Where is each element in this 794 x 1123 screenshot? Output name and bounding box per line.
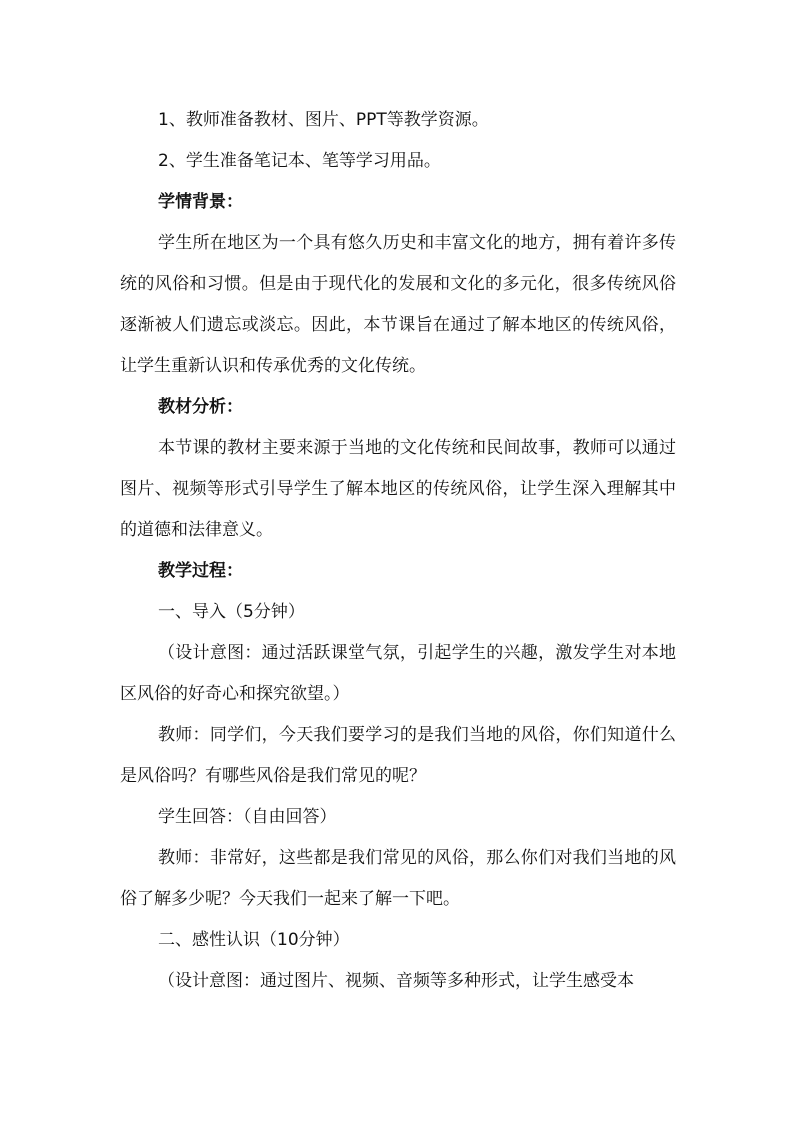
paragraph-textbook-analysis: 本节课的教材主要来源于当地的文化传统和民间故事，教师可以通过图片、视频等形式引导学生了解本地区的传统风俗，让学生深入理解其中的道德和法律意义。 (120, 438, 676, 540)
heading-student-background: 学情背景： (158, 192, 243, 212)
teacher-line-1: 教师：同学们，今天我们要学习的是我们当地的风俗，你们知道什么是风俗吗？有哪些风俗是我们常见的呢？ (120, 725, 676, 786)
document-body (120, 100, 676, 1002)
section-perceptual-title: 二、感性认识（10分钟） (158, 930, 350, 950)
heading-textbook-analysis: 教材分析： (158, 397, 243, 417)
prep-item-2: 2、学生准备笔记本、笔等学习用品。 (158, 151, 441, 171)
heading-teaching-process: 教学过程： (158, 561, 243, 581)
section-intro-title: 一、导入（5分钟） (158, 602, 305, 622)
student-answer-line: 学生回答：（自由回答） (158, 807, 337, 827)
intro-design-intent: （设计意图：通过活跃课堂气氛，引起学生的兴趣，激发学生对本地区风俗的好奇心和探究欲望。） (120, 643, 676, 704)
paragraph-student-background: 学生所在地区为一个具有悠久历史和丰富文化的地方，拥有着许多传统的风俗和习惯。但是由于现代化的发展和文化的多元化，很多传统风俗逐渐被人们遗忘或淡忘。因此，本节课旨在通过了解本地区的传统风俗，让学生重新认识和传承优秀的文化传统。 (120, 233, 676, 376)
prep-item-1: 1、教师准备教材、图片、PPT等教学资源。 (158, 110, 489, 130)
perceptual-design-intent: （设计意图：通过图片、视频、音频等多种形式，让学生感受本 (158, 971, 634, 991)
teacher-line-2: 教师：非常好，这些都是我们常见的风俗，那么你们对我们当地的风俗了解多少呢？今天我们一起来了解一下吧。 (120, 848, 676, 909)
